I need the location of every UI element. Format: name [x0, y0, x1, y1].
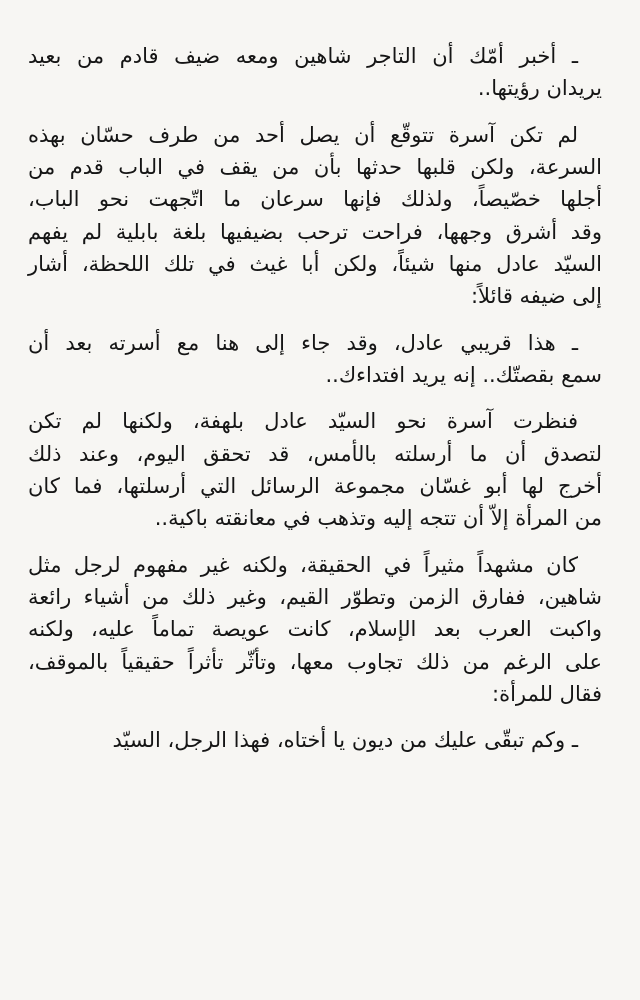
text-line: ـ أخبر أمّك أن التاجر شاهين ومعه ضيف قادم من بعيد — [28, 44, 578, 68]
text-line: كان مشهداً مثيراً في الحقيقة، ولكنه غير مفهوم لرجل مثل — [28, 552, 578, 577]
text-line: على الرغم من ذلك تجاوب معها، وتأثّر تأثراً حقيقياً بالموقف، — [28, 649, 602, 674]
text-line: فنظرت آسرة نحو السيّد عادل بلهفة، ولكنها لم تكن — [28, 409, 578, 434]
text-line: ـ وكم تبقّى عليك من ديون يا أختاه، فهذا الرجل، السيّد — [112, 728, 578, 753]
text-line: فقال للمرأة: — [492, 681, 602, 706]
text-line: إلى ضيفه قائلاً: — [470, 284, 602, 309]
paragraph — [28, 119, 602, 313]
text-line: لتصدق أن ما أرسلته بالأمس، قد تحقق اليوم، وعند ذلك — [28, 441, 602, 466]
text-line: السيّد عادل منها شيئاً، ولكن أبا غيث في تلك اللحظة، أشار — [28, 251, 602, 276]
paragraph — [28, 549, 602, 711]
text-line: من المرأة إلاّ أن تتجه إليه وتذهب في معانقته باكية.. — [154, 506, 602, 531]
text-line: وقد أشرق وجهها، فراحت ترحب بضيفيها بلغة بابلية لم يفهم — [28, 219, 602, 244]
paragraph — [28, 40, 602, 105]
text-line: ـ هذا قريبي عادل، وقد جاء إلى هنا مع أسرته بعد أن — [28, 330, 578, 355]
text-line: سمع بقصتّك.. إنه يريد افتداءك.. — [325, 362, 602, 387]
paragraph — [28, 405, 602, 534]
text-line: شاهين، ففارق الزمن وتطوّر القيم، وغير ذلك من أشياء رائعة — [28, 584, 602, 609]
paragraph — [28, 724, 602, 756]
text-line: يريدان رؤيتها.. — [477, 76, 602, 101]
paragraph — [28, 327, 602, 392]
text-line: السرعة، ولكن قلبها حدثها بأن من يقف في الباب قدم من — [28, 154, 602, 179]
text-line: أجلها خصّيصاً، ولذلك فإنها سرعان ما اتّجهت نحو الباب، — [28, 187, 602, 212]
text-line: لم تكن آسرة تتوقّع أن يصل أحد من طرف حسّان بهذه — [28, 122, 578, 147]
text-line: أخرج لها أبو غسّان مجموعة الرسائل التي أرسلتها، فما كان — [28, 473, 602, 498]
text-line: واكبت العرب بعد الإسلام، كانت عويصة تماماً عليه، ولكنه — [28, 617, 602, 642]
page-text — [28, 40, 602, 757]
